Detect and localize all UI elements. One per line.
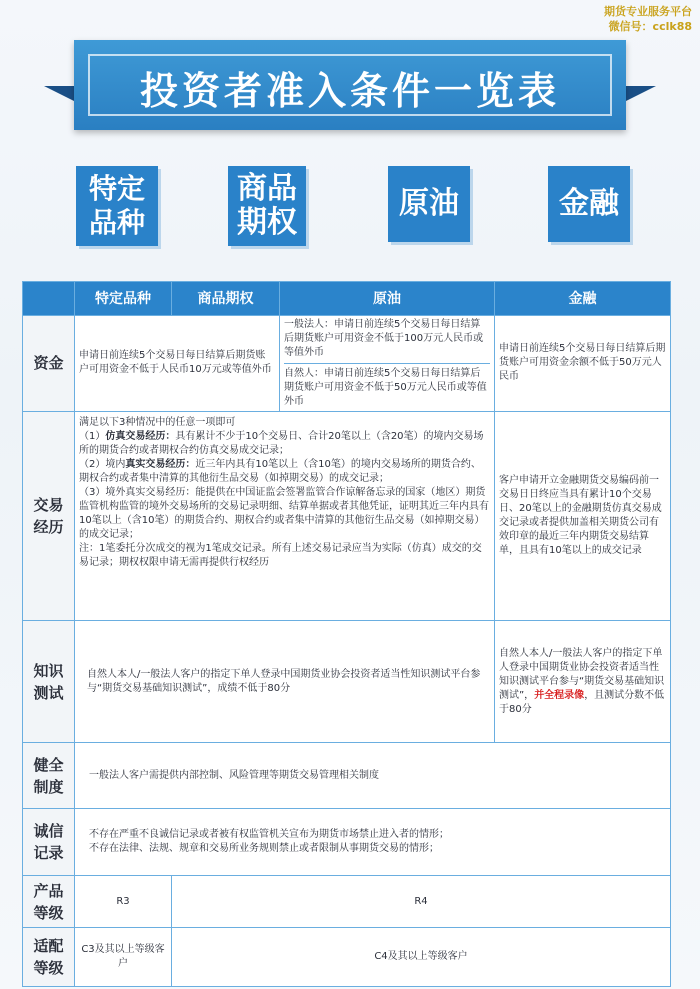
system-text: 一般法人客户需提供内部控制、风险管理等期货交易管理相关制度	[75, 743, 671, 808]
row-label-line: 记录	[33, 844, 64, 863]
row-label-capital: 资金	[23, 315, 75, 411]
table-row-match	[23, 927, 671, 986]
tag-commodity-options	[228, 166, 306, 246]
row-label-knowledge	[23, 620, 75, 743]
table-header-row	[23, 282, 671, 316]
row-label-line: 等级	[33, 958, 64, 977]
tag-line: 品种	[88, 206, 145, 239]
experience-note: 注：1笔委托分次成交的视为1笔成交记录。所有上述交易记录应当为实际（仿真）成交的交易记录；期权权限申请无需再提供行权经历	[79, 542, 482, 568]
table-row-experience	[23, 411, 671, 620]
capital-finance: 申请日前连续5个交易日每日结算后期货账户可用资金余额不低于50万元人民币	[495, 315, 671, 411]
row-label-level	[23, 876, 75, 927]
level-right: R4	[172, 876, 671, 927]
tag-line: 期权	[237, 205, 297, 240]
item-text: 具有累计不少于10个交易日、合计20笔以上（含20笔）的境内交易场所的期货合约或者期权合约仿真交易成交记录；	[79, 430, 484, 456]
capital-crude-legal: 一般法人：申请日前连续5个交易日每日结算后期货账户可用资金不低于100万元人民币或等值外币	[284, 317, 490, 364]
item-prefix: （1）	[79, 430, 106, 442]
table-row-system	[23, 743, 671, 808]
table-row-level	[23, 876, 671, 927]
row-label-credit	[23, 808, 75, 876]
match-right: C4及其以上等级客户	[172, 927, 671, 986]
item-bold: 仿真交易经历：	[105, 430, 176, 442]
row-label-line: 产品	[33, 881, 64, 900]
knowledge-general: 自然人本人/一般法人客户的指定下单人登录中国期货业协会投资者适当性知识测试平台参与“期货交易基础知识测试”，成绩不低于80分	[75, 620, 495, 743]
item-bold: 真实交易经历：	[125, 458, 196, 470]
row-label-system	[23, 743, 75, 808]
title-banner	[74, 40, 626, 130]
table-row-capital	[23, 315, 671, 411]
watermark-line-2: 微信号：cclk88	[608, 20, 692, 33]
page-title: 投资者准入条件一览表	[139, 68, 560, 113]
row-label-line: 经历	[33, 517, 64, 536]
row-label-experience	[23, 411, 75, 620]
experience-item-3: （3）境外真实交易经历：能提供在中国证监会签署监管合作谅解备忘录的国家（地区）期货监管机构监管的境外交易场所的交易记录明细、结算单据或者其他凭证，证明其近三年内具有10笔以上（含10笔）的期货合约、期权合约或者集中清算的其他衍生品交易（如掉期交易）的成交记录；	[79, 486, 489, 540]
header-corner	[23, 282, 75, 316]
capital-crude-natural: 自然人：申请日前连续5个交易日每日结算后期货账户可用资金不低于50万元人民币或等值外币	[284, 368, 487, 408]
credit-line-2: 不存在法律、法规、规章和交易所业务规则禁止或者限制从事期货交易的情形；	[89, 843, 439, 855]
row-label-line: 知识	[33, 661, 64, 680]
requirements-table	[22, 281, 671, 987]
row-label-line: 制度	[33, 777, 64, 796]
knowledge-finance-highlight: 并全程录像	[534, 689, 585, 701]
tag-specific-variety	[76, 166, 158, 246]
tag-line: 金融	[559, 186, 619, 221]
knowledge-finance-text: 自然人本人/一般法人客户的指定下单人登录中国期货业协会投资者适当性知识测试平台参与“期货交易基础知识测试”，	[499, 647, 665, 701]
knowledge-finance-tail: ，且测试分数不低于80分	[499, 689, 665, 715]
row-label-line: 诚信	[33, 822, 64, 841]
row-label-line: 健全	[33, 755, 64, 774]
experience-finance: 客户申请开立金融期货交易编码前一交易日日终应当具有累计10个交易日、20笔以上的金融期货仿真交易成交记录或者提供加盖相关期货公司有效印章的最近三年内期货交易结算单，且具有10笔以上的成交记录	[495, 411, 671, 620]
row-label-line: 交易	[33, 495, 64, 514]
tag-crude-oil	[388, 166, 470, 242]
row-label-match	[23, 927, 75, 986]
knowledge-finance	[495, 620, 671, 743]
experience-item-1	[79, 430, 490, 458]
watermark-line-1: 期货专业服务平台	[604, 5, 692, 18]
header-crude-oil: 原油	[280, 282, 495, 316]
experience-intro: 满足以下3种情况中的任意一项即可	[79, 416, 236, 428]
experience-general	[75, 411, 495, 620]
watermark	[604, 4, 692, 34]
capital-crude	[280, 315, 495, 411]
row-label-line: 等级	[33, 903, 64, 922]
capital-general: 申请日前连续5个交易日每日结算后期货账户可用资金不低于人民币10万元或等值外币	[75, 315, 280, 411]
header-commodity-options: 商品期权	[172, 282, 280, 316]
match-left: C3及其以上等级客户	[75, 927, 172, 986]
table-row-credit	[23, 808, 671, 876]
header-finance: 金融	[495, 282, 671, 316]
table-row-knowledge	[23, 620, 671, 743]
row-label-line: 测试	[33, 683, 64, 702]
credit-line-1: 不存在严重不良诚信记录或者被有权监管机关宣布为期货市场禁止进入者的情形；	[89, 829, 449, 841]
tag-finance	[548, 166, 630, 242]
level-left: R3	[75, 876, 172, 927]
tag-line: 特定	[88, 172, 145, 205]
experience-item-2	[79, 458, 490, 486]
item-prefix: （2）境内	[79, 458, 126, 470]
row-label-line: 适配	[33, 936, 64, 955]
credit-text	[75, 808, 671, 876]
item-text: 近三年内具有10笔以上（含10笔）的境内交易场所的期货合约、期权合约或者集中清算的其他衍生品交易（如掉期交易）的成交记录；	[79, 458, 481, 484]
tag-line: 商品	[237, 171, 297, 206]
tag-line: 原油	[399, 186, 459, 221]
header-specific-variety: 特定品种	[75, 282, 172, 316]
